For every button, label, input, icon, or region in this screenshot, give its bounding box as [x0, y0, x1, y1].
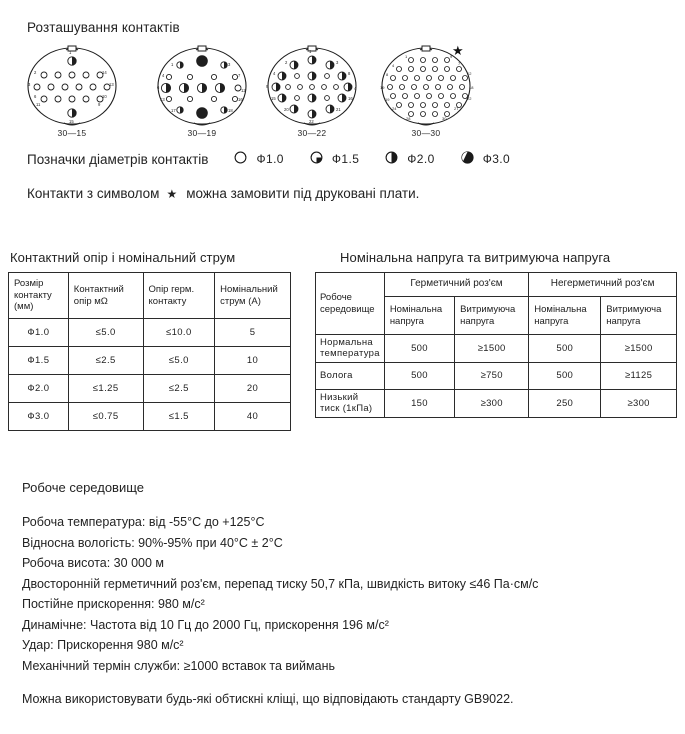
voltage-rating-table	[315, 272, 677, 418]
cell-current: 40	[215, 403, 291, 431]
operating-environment-list	[22, 512, 662, 676]
star-icon: ★	[166, 186, 178, 201]
svg-text:17: 17	[171, 108, 176, 113]
connector-diagram-row	[0, 44, 685, 144]
cell-seal: ≤5.0	[143, 347, 215, 375]
legend-label: Ф1.0	[256, 152, 284, 166]
env-spec-line: Робоча висота: 30 000 м	[22, 556, 164, 570]
cell-sealed-withstand: ≥1500	[455, 335, 529, 363]
contact-resistance-table	[8, 272, 291, 431]
svg-text:1: 1	[405, 54, 408, 59]
column-header-resist: Контактний опір мΩ	[68, 273, 143, 319]
svg-text:9: 9	[98, 102, 101, 107]
connector-label: 30—22	[297, 128, 327, 138]
cell-resist: ≤0.75	[68, 403, 143, 431]
legend-item-phi-1-0	[234, 151, 283, 167]
svg-text:3: 3	[28, 82, 31, 87]
svg-text:1: 1	[69, 50, 72, 55]
svg-text:19: 19	[380, 85, 385, 90]
subheader-sealed-withstand: Витримуюча напруга	[455, 297, 529, 335]
cell-resist: ≤2.5	[68, 347, 143, 375]
cell-unsealed-withstand: ≥1500	[601, 335, 677, 363]
svg-text:7: 7	[238, 73, 241, 78]
svg-text:2: 2	[285, 60, 288, 65]
connector-diagram-30-30	[366, 44, 486, 144]
cell-size: Ф2.0	[9, 375, 69, 403]
printed-board-star-icon: ★	[452, 43, 464, 58]
column-header-environment: Робоче середовище	[316, 273, 385, 335]
crimp-tool-note: Можна використовувати будь-які обтискні кліщі, що відповідають стандарту GB9022.	[22, 692, 514, 706]
svg-text:4: 4	[354, 86, 357, 91]
cell-size: Ф1.5	[9, 347, 69, 375]
svg-text:8: 8	[386, 72, 389, 77]
svg-text:2: 2	[34, 70, 37, 75]
svg-text:10: 10	[102, 94, 107, 99]
connector-30-15-shape	[12, 44, 132, 128]
legend-item-phi-2-0	[385, 151, 434, 167]
svg-text:4: 4	[162, 73, 165, 78]
cell-resist: ≤1.25	[68, 375, 143, 403]
cell-sealed-nominal: 150	[384, 389, 454, 417]
svg-text:15: 15	[271, 96, 276, 101]
table-header-group-row	[316, 273, 677, 297]
cell-unsealed-nominal: 250	[529, 389, 601, 417]
svg-text:8: 8	[348, 71, 351, 76]
legend-item-phi-1-5	[310, 151, 359, 167]
svg-text:18: 18	[228, 108, 233, 113]
cell-resist: ≤5.0	[68, 319, 143, 347]
cell-current: 5	[215, 319, 291, 347]
svg-text:27: 27	[454, 106, 459, 111]
svg-text:16: 16	[238, 97, 243, 102]
svg-text:28: 28	[406, 116, 411, 121]
group-header-unsealed: Негерметичний роз'єм	[529, 273, 677, 297]
cell-current: 10	[215, 347, 291, 375]
circle-quarter-icon	[310, 151, 323, 167]
connector-diagram-30-15	[12, 44, 132, 144]
cell-sealed-withstand: ≥300	[455, 389, 529, 417]
svg-text:24: 24	[392, 106, 397, 111]
cell-unsealed-withstand: ≥300	[601, 389, 677, 417]
operating-environment-title: Робоче середовище	[22, 480, 145, 495]
cell-sealed-withstand: ≥750	[455, 362, 529, 389]
svg-text:19: 19	[385, 97, 390, 102]
svg-text:30: 30	[442, 116, 447, 121]
printed-board-note	[27, 186, 419, 201]
group-header-sealed: Герметичний роз'єм	[384, 273, 528, 297]
column-header-size: Розмір контакту (мм)	[9, 273, 69, 319]
cell-sealed-nominal: 500	[384, 362, 454, 389]
svg-text:3: 3	[336, 60, 339, 65]
env-spec-line: Удар: Прискорення 980 м/с²	[22, 638, 184, 652]
svg-text:15: 15	[69, 119, 74, 124]
svg-text:12: 12	[241, 88, 246, 93]
legend-title: Позначки діаметрів контактів	[27, 151, 209, 167]
connector-label: 30—15	[57, 128, 87, 138]
note-text-after: можна замовити під друковані плати.	[186, 186, 420, 201]
svg-text:9: 9	[450, 54, 453, 59]
svg-text:4: 4	[273, 71, 276, 76]
connector-30-30-shape	[366, 44, 486, 128]
voltage-table-title: Номінальна напруга та витримуюча напруга	[340, 250, 611, 265]
table-row	[9, 319, 291, 347]
table-row	[316, 362, 677, 389]
subheader-sealed-nominal: Номінальна напруга	[384, 297, 454, 335]
env-spec-line: Робоча температура: від -55°C до +125°C	[22, 515, 265, 529]
svg-text:3: 3	[228, 62, 231, 67]
svg-text:6: 6	[157, 85, 160, 90]
column-header-current: Номінальний струм (А)	[215, 273, 291, 319]
connector-label: 30—19	[187, 128, 217, 138]
svg-text:13: 13	[109, 82, 114, 87]
legend-label: Ф2.0	[407, 152, 435, 166]
cell-size: Ф3.0	[9, 403, 69, 431]
env-spec-line: Динамічне: Частота від 10 Гц до 2000 Гц, прискорення 196 м/с²	[22, 617, 389, 632]
page-title-pin-layout: Розташування контактів	[27, 20, 180, 35]
table-row	[316, 389, 677, 417]
legend-label: Ф1.5	[331, 152, 360, 166]
cell-sealed-nominal: 500	[384, 335, 454, 363]
cell-environment: Нормальна температура	[316, 335, 385, 363]
cell-unsealed-withstand: ≥1125	[601, 362, 677, 389]
column-header-seal: Опір герм. контакту	[143, 273, 215, 319]
svg-text:1: 1	[171, 62, 174, 67]
table-header-row	[9, 273, 291, 319]
circle-half-icon	[385, 151, 398, 167]
cell-unsealed-nominal: 500	[529, 362, 601, 389]
circle-most-icon	[461, 151, 474, 167]
circle-empty-icon	[234, 151, 247, 167]
cell-unsealed-nominal: 500	[529, 335, 601, 363]
svg-text:11: 11	[36, 102, 41, 107]
connector-diagram-30-22	[252, 44, 372, 144]
cell-size: Ф1.0	[9, 319, 69, 347]
contact-table-title: Контактний опір і номінальний струм	[10, 250, 236, 265]
svg-text:12: 12	[467, 71, 472, 76]
connector-30-22-shape	[252, 44, 372, 128]
svg-text:6: 6	[34, 94, 37, 99]
table-row	[9, 403, 291, 431]
cell-seal: ≤10.0	[143, 319, 215, 347]
subheader-unsealed-withstand: Витримуюча напруга	[601, 297, 677, 335]
svg-text:7: 7	[458, 61, 461, 66]
svg-text:22: 22	[467, 96, 472, 101]
svg-text:4: 4	[392, 63, 395, 68]
svg-text:1: 1	[309, 49, 312, 54]
legend-item-phi-3-0	[461, 151, 510, 167]
svg-text:20: 20	[284, 107, 289, 112]
env-spec-line: Двосторонній герметичний роз'єм, перепад тиску 50,7 кПа, швидкість витоку ≤46 Па·см/с	[22, 576, 539, 591]
svg-text:22: 22	[309, 119, 314, 124]
connector-30-19-shape	[142, 44, 262, 128]
connector-diagram-30-19	[142, 44, 262, 144]
cell-environment: Волога	[316, 362, 385, 389]
svg-text:9: 9	[266, 84, 269, 89]
legend-label: Ф3.0	[482, 152, 511, 166]
subheader-unsealed-nominal: Номінальна напруга	[529, 297, 601, 335]
cell-current: 20	[215, 375, 291, 403]
svg-text:21: 21	[336, 107, 341, 112]
contact-diameter-legend	[27, 149, 536, 169]
svg-text:13: 13	[160, 97, 165, 102]
env-spec-line: Відносна вологість: 90%-95% при 40°C ± 2°C	[22, 535, 283, 550]
cell-seal: ≤1.5	[143, 403, 215, 431]
connector-label: 30—30	[411, 128, 441, 138]
table-row	[316, 335, 677, 363]
table-row	[9, 375, 291, 403]
table-row	[9, 347, 291, 375]
svg-text:18: 18	[469, 85, 474, 90]
svg-text:16: 16	[348, 96, 353, 101]
cell-environment: Низький тиск (1кПа)	[316, 389, 385, 417]
env-spec-line: Механічний термін служби: ≥1000 вставок та виймань	[22, 658, 335, 673]
env-spec-line: Постійне прискорення: 980 м/с²	[22, 597, 205, 611]
svg-text:14: 14	[102, 70, 107, 75]
cell-seal: ≤2.5	[143, 375, 215, 403]
note-text-before: Контакти з символом	[27, 186, 160, 201]
